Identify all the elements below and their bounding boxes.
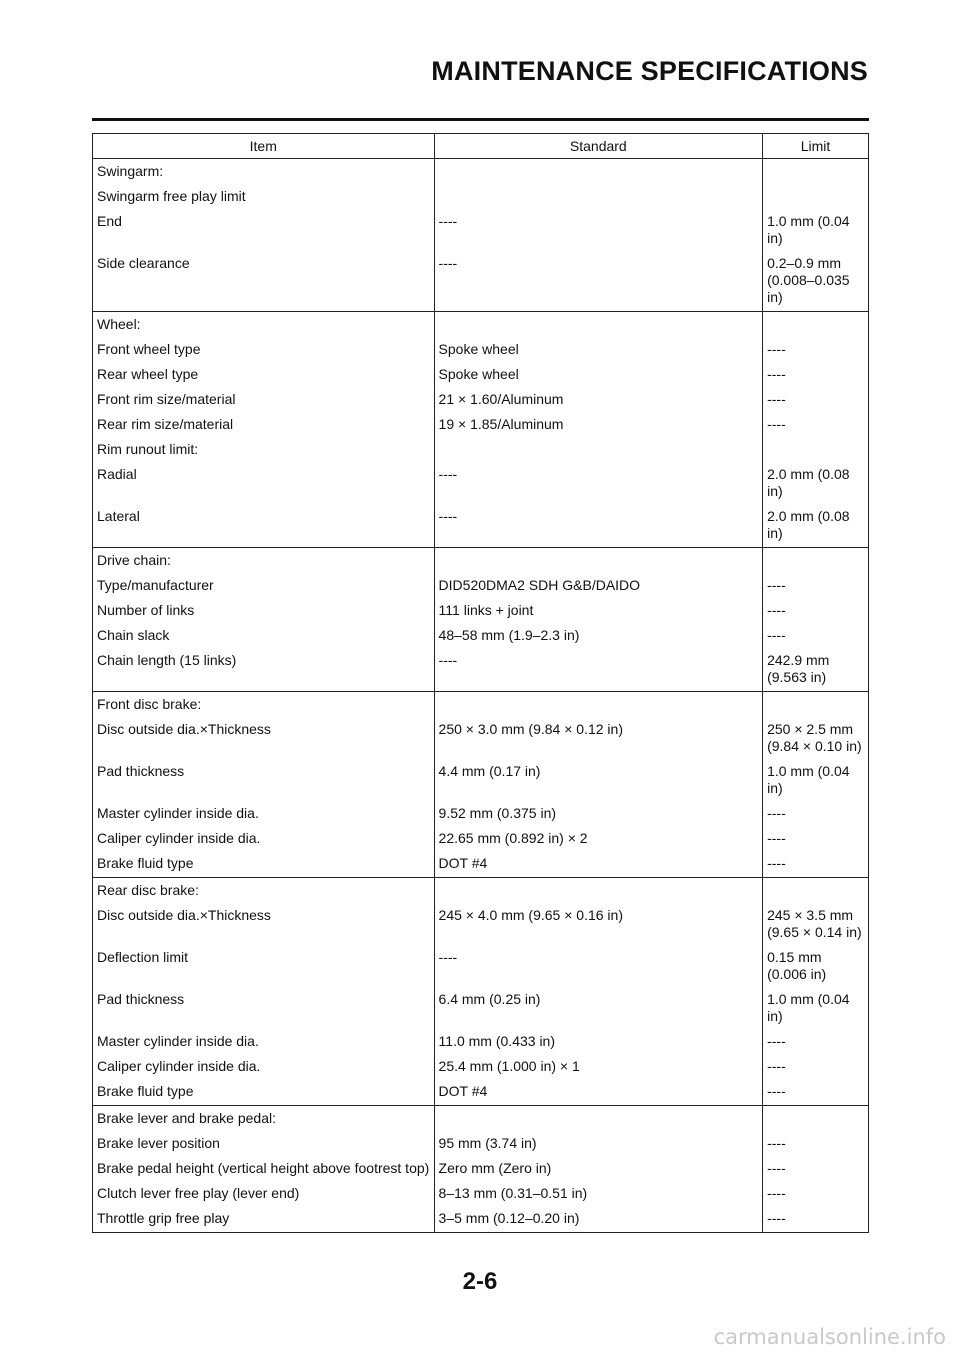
table-row: [93, 878, 869, 901]
spec-limit-cell: ----: [763, 1051, 869, 1076]
spec-item-cell: Front wheel type: [93, 334, 435, 359]
spec-standard-cell: ----: [434, 206, 763, 248]
spec-item-cell: Rear disc brake:: [93, 878, 435, 901]
title-divider: [92, 118, 869, 121]
spec-item-cell: Brake lever and brake pedal:: [93, 1106, 435, 1129]
spec-standard-cell: ----: [434, 459, 763, 501]
table-row: [93, 248, 869, 312]
spec-standard-cell: 21 × 1.60/Aluminum: [434, 384, 763, 409]
spec-standard-cell: 6.4 mm (0.25 in): [434, 984, 763, 1026]
table-row: [93, 823, 869, 848]
page-number: 2-6: [462, 1268, 498, 1295]
table-row: [93, 359, 869, 384]
table-row: [93, 756, 869, 798]
spec-limit-cell: 0.15 mm (0.006 in): [763, 942, 869, 984]
table-row: [93, 1203, 869, 1233]
spec-limit-cell: ----: [763, 384, 869, 409]
spec-limit-cell: 250 × 2.5 mm (9.84 × 0.10 in): [763, 714, 869, 756]
spec-item-cell: Pad thickness: [93, 984, 435, 1026]
table-row: [93, 595, 869, 620]
spec-limit-cell: [763, 434, 869, 459]
table-row: [93, 620, 869, 645]
spec-limit-cell: ----: [763, 359, 869, 384]
spec-standard-cell: 9.52 mm (0.375 in): [434, 798, 763, 823]
spec-group: [93, 1106, 869, 1233]
table-row: [93, 984, 869, 1026]
spec-limit-cell: ----: [763, 409, 869, 434]
spec-standard-cell: 19 × 1.85/Aluminum: [434, 409, 763, 434]
spec-standard-cell: 11.0 mm (0.433 in): [434, 1026, 763, 1051]
table-row: [93, 459, 869, 501]
table-header-row: [93, 134, 869, 159]
spec-limit-cell: ----: [763, 848, 869, 878]
spec-item-cell: Brake lever position: [93, 1128, 435, 1153]
table-row: [93, 570, 869, 595]
spec-standard-cell: Spoke wheel: [434, 359, 763, 384]
spec-item-cell: Caliper cylinder inside dia.: [93, 823, 435, 848]
spec-standard-cell: ----: [434, 248, 763, 312]
table-row: [93, 159, 869, 182]
spec-item-cell: Rim runout limit:: [93, 434, 435, 459]
spec-limit-cell: ----: [763, 798, 869, 823]
specifications-table: [92, 133, 869, 1233]
spec-item-cell: Drive chain:: [93, 548, 435, 571]
spec-group: [93, 159, 869, 312]
table-row: [93, 548, 869, 571]
spec-limit-cell: 2.0 mm (0.08 in): [763, 459, 869, 501]
watermark: carmanualsonline.info: [713, 1325, 946, 1349]
spec-limit-cell: ----: [763, 620, 869, 645]
spec-standard-cell: Zero mm (Zero in): [434, 1153, 763, 1178]
table-row: [93, 1153, 869, 1178]
spec-standard-cell: 111 links + joint: [434, 595, 763, 620]
table-row: [93, 692, 869, 715]
spec-standard-cell: [434, 692, 763, 715]
table-row: [93, 848, 869, 878]
spec-limit-cell: ----: [763, 570, 869, 595]
table-row: [93, 1178, 869, 1203]
spec-item-cell: Deflection limit: [93, 942, 435, 984]
spec-item-cell: Radial: [93, 459, 435, 501]
table-row: [93, 942, 869, 984]
spec-item-cell: Clutch lever free play (lever end): [93, 1178, 435, 1203]
spec-standard-cell: 25.4 mm (1.000 in) × 1: [434, 1051, 763, 1076]
table-row: [93, 798, 869, 823]
spec-item-cell: Pad thickness: [93, 756, 435, 798]
table-row: [93, 645, 869, 692]
spec-standard-cell: [434, 181, 763, 206]
spec-standard-cell: [434, 159, 763, 182]
spec-group: [93, 312, 869, 548]
table-row: [93, 181, 869, 206]
spec-standard-cell: Spoke wheel: [434, 334, 763, 359]
spec-standard-cell: DOT #4: [434, 848, 763, 878]
spec-item-cell: Lateral: [93, 501, 435, 548]
table-row: [93, 334, 869, 359]
spec-item-cell: Number of links: [93, 595, 435, 620]
spec-group: [93, 878, 869, 1106]
page-title: MAINTENANCE SPECIFICATIONS: [431, 56, 868, 86]
spec-limit-cell: 2.0 mm (0.08 in): [763, 501, 869, 548]
spec-standard-cell: 245 × 4.0 mm (9.65 × 0.16 in): [434, 900, 763, 942]
spec-standard-cell: 4.4 mm (0.17 in): [434, 756, 763, 798]
spec-limit-cell: ----: [763, 1076, 869, 1106]
column-header-item: Item: [93, 134, 435, 159]
table-row: [93, 501, 869, 548]
table-row: [93, 312, 869, 335]
spec-item-cell: End: [93, 206, 435, 248]
table-row: [93, 434, 869, 459]
spec-item-cell: Swingarm:: [93, 159, 435, 182]
spec-item-cell: Chain length (15 links): [93, 645, 435, 692]
spec-limit-cell: 1.0 mm (0.04 in): [763, 984, 869, 1026]
spec-standard-cell: [434, 548, 763, 571]
spec-item-cell: Type/manufacturer: [93, 570, 435, 595]
table-row: [93, 206, 869, 248]
spec-standard-cell: [434, 434, 763, 459]
spec-item-cell: Side clearance: [93, 248, 435, 312]
column-header-limit: Limit: [763, 134, 869, 159]
spec-item-cell: Front disc brake:: [93, 692, 435, 715]
table-row: [93, 900, 869, 942]
spec-standard-cell: 48–58 mm (1.9–2.3 in): [434, 620, 763, 645]
column-header-standard: Standard: [434, 134, 763, 159]
spec-limit-cell: 245 × 3.5 mm (9.65 × 0.14 in): [763, 900, 869, 942]
spec-standard-cell: [434, 878, 763, 901]
spec-item-cell: Swingarm free play limit: [93, 181, 435, 206]
spec-standard-cell: [434, 312, 763, 335]
spec-limit-cell: ----: [763, 1178, 869, 1203]
spec-item-cell: Rear rim size/material: [93, 409, 435, 434]
spec-standard-cell: [434, 1106, 763, 1129]
spec-item-cell: Front rim size/material: [93, 384, 435, 409]
spec-item-cell: Chain slack: [93, 620, 435, 645]
spec-item-cell: Caliper cylinder inside dia.: [93, 1051, 435, 1076]
spec-item-cell: Wheel:: [93, 312, 435, 335]
table-row: [93, 1076, 869, 1106]
spec-limit-cell: ----: [763, 1026, 869, 1051]
spec-item-cell: Rear wheel type: [93, 359, 435, 384]
spec-standard-cell: 8–13 mm (0.31–0.51 in): [434, 1178, 763, 1203]
spec-item-cell: Master cylinder inside dia.: [93, 798, 435, 823]
spec-limit-cell: [763, 692, 869, 715]
table-row: [93, 1106, 869, 1129]
table-row: [93, 409, 869, 434]
spec-limit-cell: ----: [763, 1128, 869, 1153]
spec-item-cell: Throttle grip free play: [93, 1203, 435, 1233]
spec-limit-cell: ----: [763, 334, 869, 359]
spec-standard-cell: DOT #4: [434, 1076, 763, 1106]
spec-limit-cell: 242.9 mm (9.563 in): [763, 645, 869, 692]
spec-limit-cell: [763, 312, 869, 335]
spec-limit-cell: ----: [763, 595, 869, 620]
spec-limit-cell: 0.2–0.9 mm (0.008–0.035 in): [763, 248, 869, 312]
spec-standard-cell: 22.65 mm (0.892 in) × 2: [434, 823, 763, 848]
spec-limit-cell: [763, 548, 869, 571]
spec-item-cell: Brake fluid type: [93, 1076, 435, 1106]
table-row: [93, 714, 869, 756]
spec-item-cell: Brake fluid type: [93, 848, 435, 878]
spec-limit-cell: [763, 181, 869, 206]
spec-group: [93, 548, 869, 692]
spec-standard-cell: ----: [434, 645, 763, 692]
spec-standard-cell: ----: [434, 501, 763, 548]
spec-limit-cell: [763, 878, 869, 901]
spec-standard-cell: 250 × 3.0 mm (9.84 × 0.12 in): [434, 714, 763, 756]
spec-limit-cell: [763, 159, 869, 182]
spec-standard-cell: 95 mm (3.74 in): [434, 1128, 763, 1153]
table-row: [93, 1026, 869, 1051]
spec-limit-cell: [763, 1106, 869, 1129]
spec-standard-cell: 3–5 mm (0.12–0.20 in): [434, 1203, 763, 1233]
spec-group: [93, 692, 869, 878]
spec-standard-cell: DID520DMA2 SDH G&B/DAIDO: [434, 570, 763, 595]
spec-limit-cell: 1.0 mm (0.04 in): [763, 206, 869, 248]
spec-item-cell: Disc outside dia.×Thickness: [93, 714, 435, 756]
spec-item-cell: Master cylinder inside dia.: [93, 1026, 435, 1051]
table-row: [93, 384, 869, 409]
spec-limit-cell: ----: [763, 1153, 869, 1178]
spec-limit-cell: ----: [763, 1203, 869, 1233]
spec-item-cell: Brake pedal height (vertical height above footrest top): [93, 1153, 435, 1178]
table-row: [93, 1051, 869, 1076]
spec-limit-cell: 1.0 mm (0.04 in): [763, 756, 869, 798]
spec-limit-cell: ----: [763, 823, 869, 848]
table-row: [93, 1128, 869, 1153]
spec-standard-cell: ----: [434, 942, 763, 984]
spec-item-cell: Disc outside dia.×Thickness: [93, 900, 435, 942]
